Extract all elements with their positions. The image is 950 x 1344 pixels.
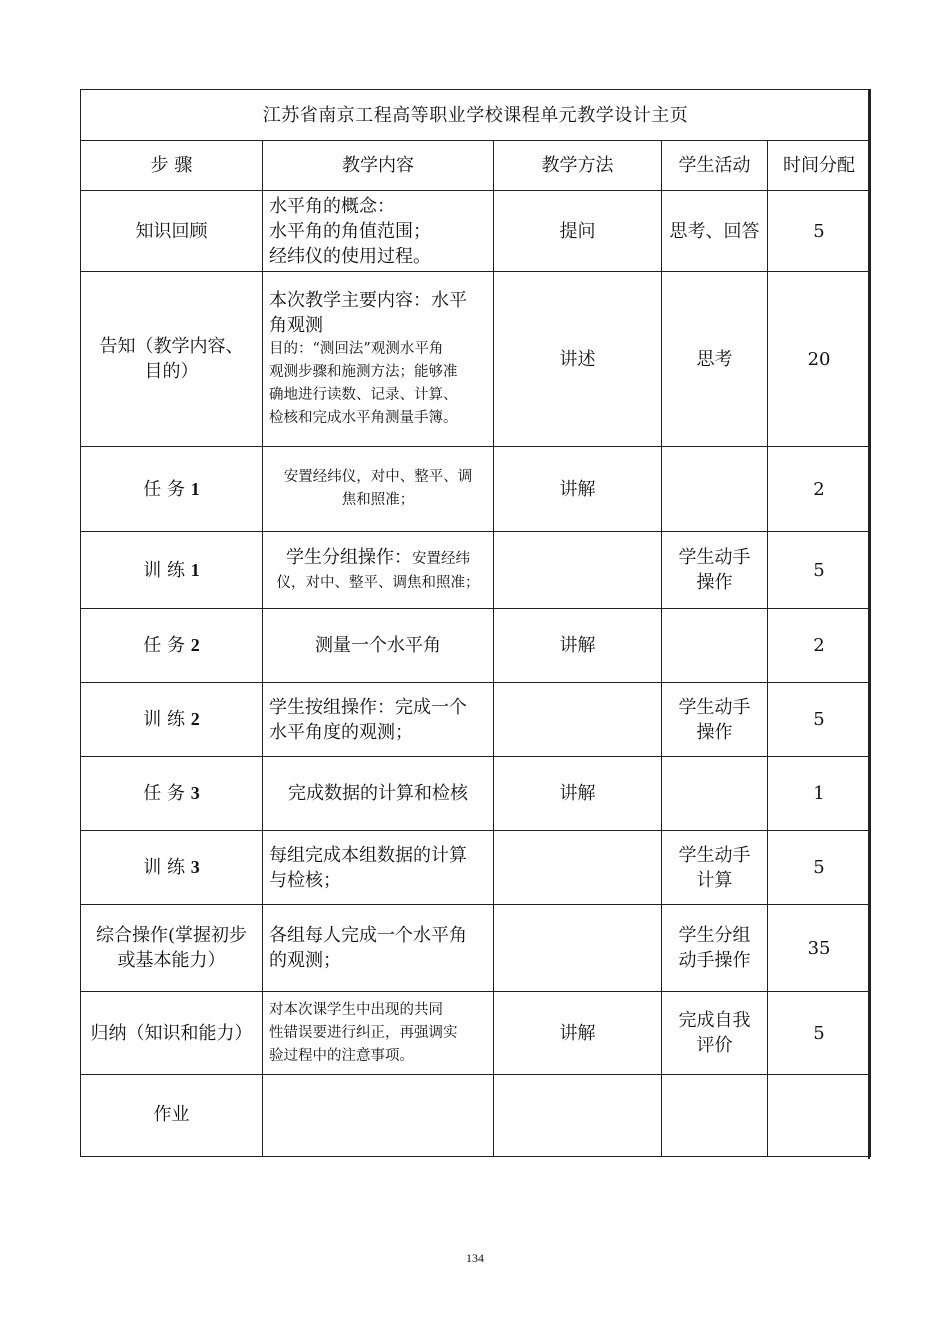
activity-cell: [662, 757, 768, 831]
time-cell: 5: [768, 191, 871, 272]
content-cell: [263, 191, 494, 272]
lesson-plan-table: [80, 89, 871, 1157]
time-cell: 2: [768, 447, 871, 532]
activity-line: 评价: [696, 1035, 733, 1056]
time-cell: [768, 1075, 871, 1157]
content-line: 目的：“测回法”观测水平角: [269, 341, 444, 357]
step-line: 目的）: [144, 361, 199, 382]
content-line: 每组完成本组数据的计算: [269, 844, 467, 866]
step-cell: 知识回顾: [81, 191, 263, 272]
step-number: 1: [190, 559, 200, 580]
time-cell: 1: [768, 757, 871, 831]
table-row: [81, 609, 871, 683]
activity-cell: [662, 447, 768, 532]
activity-cell: [662, 683, 768, 757]
content-line: [269, 545, 487, 572]
step-cell: [81, 683, 263, 757]
content-cell: [263, 447, 494, 532]
step-cell: [81, 447, 263, 532]
content-cell: [263, 532, 494, 609]
activity-cell: [662, 609, 768, 683]
content-cell: [263, 272, 494, 447]
method-cell: 讲解: [494, 757, 662, 831]
content-line: 确地进行读数、记录、计算、: [269, 387, 458, 403]
method-cell: [494, 905, 662, 992]
content-line: 仪，对中、整平、调焦和照准；: [276, 575, 480, 591]
step-cell: 作业: [81, 1075, 263, 1157]
time-cell: 5: [768, 683, 871, 757]
table-row: [81, 272, 871, 447]
method-cell: 讲述: [494, 272, 662, 447]
content-line: 性错误要进行纠正，再强调实: [269, 1024, 458, 1041]
step-number: 2: [190, 709, 200, 729]
activity-line: 学生动手: [678, 844, 751, 866]
document-title: 江苏省南京工程高等职业学校课程单元教学设计主页: [81, 90, 871, 141]
step-number: 3: [190, 857, 200, 877]
step-line: 综合操作(掌握初步: [95, 925, 248, 946]
activity-cell: [662, 905, 768, 992]
content-line: 各组每人完成一个水平角: [269, 925, 467, 946]
time-cell: 5: [768, 831, 871, 905]
time-cell: 20: [768, 272, 871, 447]
step-prefix: 任 务: [143, 783, 185, 804]
content-cell: 完成数据的计算和检核: [263, 757, 494, 831]
content-line: 角观测: [269, 315, 323, 336]
header-method: 教学方法: [494, 141, 662, 191]
header-step: 步 骤: [81, 141, 263, 191]
title-row: [81, 90, 871, 141]
content-line: 焦和照准；: [341, 492, 415, 508]
activity-line: 计算: [696, 869, 733, 891]
header-row: [81, 141, 871, 191]
content-cell: [263, 831, 494, 905]
time-cell: 2: [768, 609, 871, 683]
table-row: [81, 532, 871, 609]
page-number: 134: [466, 1251, 484, 1265]
activity-line: 学生分组: [678, 925, 751, 946]
method-cell: 讲解: [494, 992, 662, 1075]
content-line: 水平角度的观测；: [269, 721, 413, 743]
time-cell: 35: [768, 905, 871, 992]
step-line: 或基本能力）: [117, 950, 226, 971]
content-line: 验过程中的注意事项。: [269, 1047, 414, 1064]
table-row: [81, 905, 871, 992]
method-cell: [494, 532, 662, 609]
activity-cell: [662, 831, 768, 905]
header-time: 时间分配: [768, 141, 871, 191]
method-cell: [494, 683, 662, 757]
activity-line: 操作: [696, 721, 733, 743]
content-line: 经纬仪的使用过程。: [269, 245, 431, 267]
method-cell: [494, 1075, 662, 1157]
content-line: 检核和完成水平角测量手簿。: [269, 410, 458, 426]
content-cell: [263, 992, 494, 1075]
activity-line: 操作: [696, 572, 733, 593]
table-row: [81, 831, 871, 905]
table-row: [81, 683, 871, 757]
step-cell: [81, 757, 263, 831]
step-prefix: 训 练: [143, 559, 185, 581]
step-cell: [81, 831, 263, 905]
time-cell: 5: [768, 992, 871, 1075]
activity-cell: [662, 1075, 768, 1157]
activity-cell: [662, 992, 768, 1075]
step-cell: [81, 532, 263, 609]
content-line: 本次教学主要内容：水平: [269, 290, 467, 311]
step-number: 2: [190, 635, 200, 655]
content-cell: [263, 683, 494, 757]
step-prefix: 训 练: [143, 709, 185, 730]
method-cell: 讲解: [494, 609, 662, 683]
method-cell: 讲解: [494, 447, 662, 532]
content-line: 的观测；: [269, 950, 341, 971]
method-cell: 提问: [494, 191, 662, 272]
table-row: [81, 757, 871, 831]
activity-line: 完成自我: [678, 1010, 751, 1031]
header-content: 教学内容: [263, 141, 494, 191]
step-cell: [81, 272, 263, 447]
table-row: [81, 191, 871, 272]
step-cell: [81, 905, 263, 992]
step-prefix: 任 务: [143, 635, 185, 656]
content-line: 观测步骤和施测方法；能够准: [269, 364, 458, 380]
activity-cell: 思考、回答: [662, 191, 768, 272]
step-cell: [81, 609, 263, 683]
content-lead-small: 安置经纬: [412, 551, 470, 567]
activity-line: 动手操作: [678, 950, 751, 971]
activity-line: 学生动手: [678, 696, 751, 718]
header-activity: 学生活动: [662, 141, 768, 191]
content-line: 水平角的角值范围；: [269, 220, 431, 242]
step-number: 1: [190, 478, 200, 499]
step-prefix: 任 务: [143, 478, 185, 500]
step-line: 告知（教学内容、: [99, 336, 244, 357]
content-lead: 学生分组操作：: [286, 547, 412, 568]
content-line: 安置经纬仪，对中、整平、调: [283, 469, 473, 485]
table-row: [81, 1075, 871, 1157]
activity-cell: 思考: [662, 272, 768, 447]
content-line: 水平角的概念：: [269, 195, 395, 217]
activity-cell: [662, 532, 768, 609]
step-cell: 归纳（知识和能力）: [81, 992, 263, 1075]
step-number: 3: [190, 783, 200, 803]
content-cell: 测量一个水平角: [263, 609, 494, 683]
content-line: 学生按组操作：完成一个: [269, 696, 467, 718]
method-cell: [494, 831, 662, 905]
content-line: 与检核；: [269, 869, 341, 891]
content-cell: [263, 1075, 494, 1157]
content-cell: [263, 905, 494, 992]
table-row: [81, 447, 871, 532]
time-cell: 5: [768, 532, 871, 609]
activity-line: 学生动手: [678, 547, 751, 568]
table-row: [81, 992, 871, 1075]
step-prefix: 训 练: [143, 857, 185, 878]
content-line: 对本次课学生中出现的共同: [269, 1001, 443, 1018]
